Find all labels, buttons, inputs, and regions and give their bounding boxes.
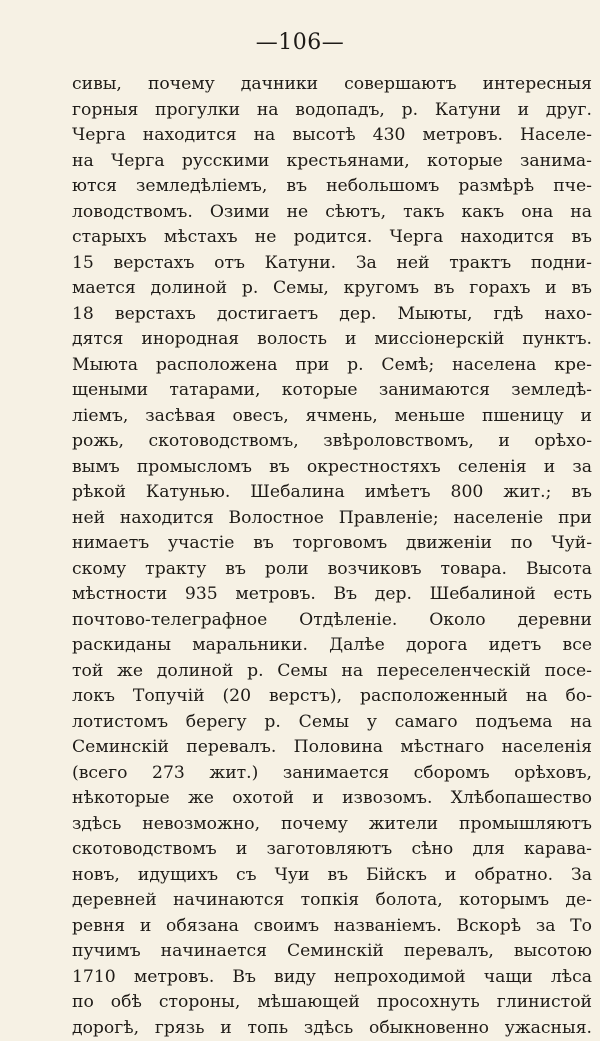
text-line: дорогѣ, грязь и топь здѣсь обыкновенно ужасныя. — [72, 1016, 592, 1041]
page-number: —106— — [0, 30, 600, 56]
text-line: мается долиной р. Семы, кругомъ въ горахъ и въ — [72, 276, 592, 302]
text-line: Семинскій перевалъ. Половина мѣстнаго населенія — [72, 735, 592, 761]
text-line: новъ, идущихъ съ Чуи въ Бійскъ и обратно. За — [72, 863, 592, 889]
text-line: раскиданы маральники. Далѣе дорога идетъ все — [72, 633, 592, 659]
text-line: локъ Топучій (20 верстъ), расположенный на бо- — [72, 684, 592, 710]
text-line: старыхъ мѣстахъ не родится. Черга находится въ — [72, 225, 592, 251]
text-line: рожь, скотоводствомъ, звѣроловствомъ, и орѣхо- — [72, 429, 592, 455]
text-line: 15 верстахъ отъ Катуни. За ней трактъ подни- — [72, 251, 592, 277]
text-line: ревня и обязана своимъ названіемъ. Вскорѣ за То — [72, 914, 592, 940]
text-line: Мыюта расположена при р. Семѣ; населена кре- — [72, 353, 592, 379]
text-line: дятся инородная волость и миссіонерскій пунктъ. — [72, 327, 592, 353]
text-line: скому тракту въ роли возчиковъ товара. Высота — [72, 557, 592, 583]
text-line: вымъ промысломъ въ окрестностяхъ селенія и за — [72, 455, 592, 481]
text-line: мѣстности 935 метровъ. Въ дер. Шебалиной есть — [72, 582, 592, 608]
text-line: той же долиной р. Семы на переселенческій посе- — [72, 659, 592, 685]
text-line: скотоводствомъ и заготовляютъ сѣно для карава- — [72, 837, 592, 863]
text-line: щеными татарами, которые занимаются земледѣ- — [72, 378, 592, 404]
text-line: почтово-телеграфное Отдѣленіе. Около деревни — [72, 608, 592, 634]
text-line: горныя прогулки на водопадъ, р. Катуни и друг. — [72, 98, 592, 124]
text-line: здѣсь невозможно, почему жители промышляютъ — [72, 812, 592, 838]
text-line: ліемъ, засѣвая овесъ, ячмень, меньше пшеницу и — [72, 404, 592, 430]
text-line: по обѣ стороны, мѣшающей просохнуть глинистой — [72, 990, 592, 1016]
text-line: нѣкоторые же охотой и извозомъ. Хлѣбопашество — [72, 786, 592, 812]
text-line: (всего 273 жит.) занимается сборомъ орѣховъ, — [72, 761, 592, 787]
text-line: деревней начинаются топкія болота, которымъ де- — [72, 888, 592, 914]
text-line: пучимъ начинается Семинскій перевалъ, высотою — [72, 939, 592, 965]
text-line: рѣкой Катунью. Шебалина имѣетъ 800 жит.; въ — [72, 480, 592, 506]
text-line: на Черга русскими крестьянами, которые занима- — [72, 149, 592, 175]
text-line: Черга находится на высотѣ 430 метровъ. Населе- — [72, 123, 592, 149]
text-line: ются земледѣліемъ, въ небольшомъ размѣрѣ пче- — [72, 174, 592, 200]
text-line: ней находится Волостное Правленіе; населеніе при — [72, 506, 592, 532]
body-text — [72, 72, 592, 902]
text-line: сивы, почему дачники совершаютъ интересныя — [72, 72, 592, 98]
text-line: нимаетъ участіе въ торговомъ движеніи по Чуй- — [72, 531, 592, 557]
text-line: лотистомъ берегу р. Семы у самаго подъема на — [72, 710, 592, 736]
text-line: ловодствомъ. Озими не сѣютъ, такъ какъ она на — [72, 200, 592, 226]
text-line: 18 верстахъ достигаетъ дер. Мыюты, гдѣ нахо- — [72, 302, 592, 328]
text-line: 1710 метровъ. Въ виду непроходимой чащи лѣса — [72, 965, 592, 991]
